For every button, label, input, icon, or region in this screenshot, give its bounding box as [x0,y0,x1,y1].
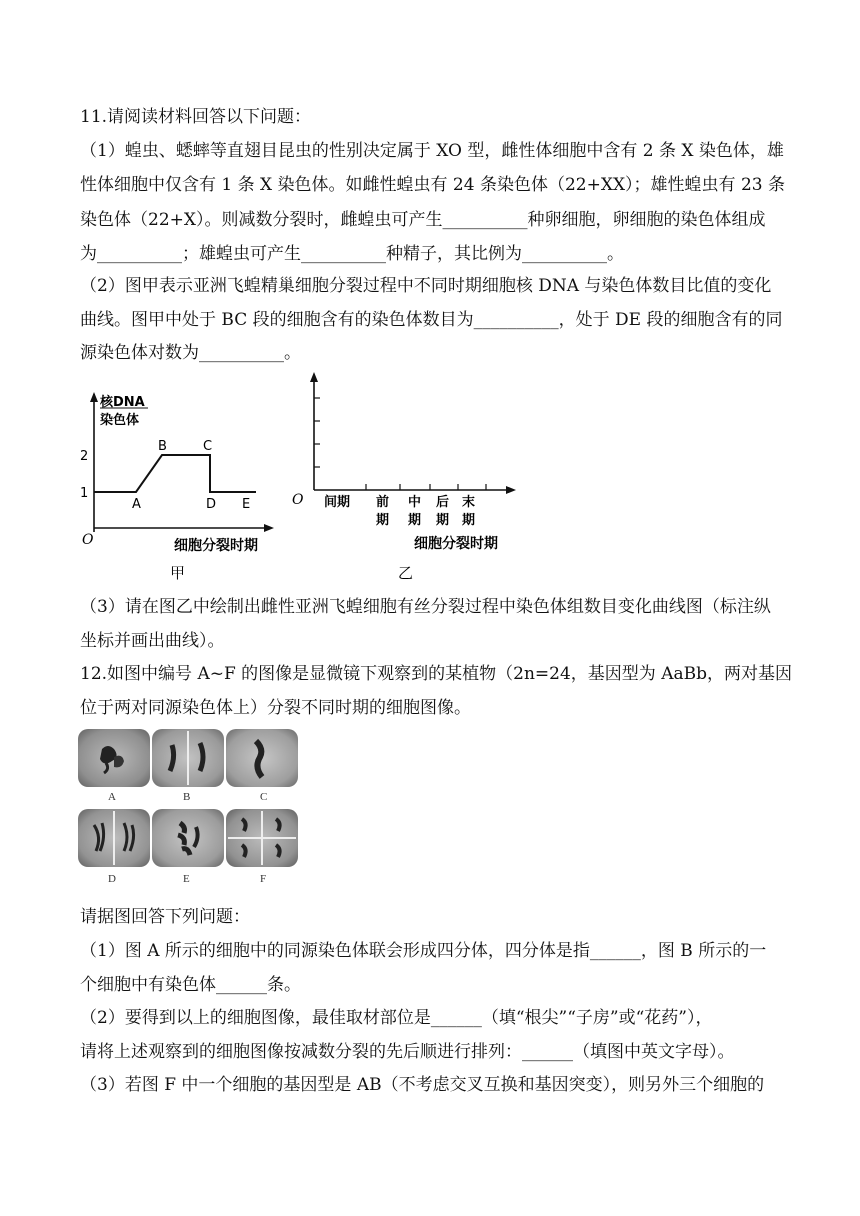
q12-prompt: 请据图回答下列问题： [80,907,250,927]
jia-tick-1: 1 [80,486,89,501]
q12-part2-line2: 请将上述观察到的细胞图像按减数分裂的先后顺进行排列：______（填图中英文字母）。 [80,1042,735,1062]
micrograph-label-b: B [183,791,191,803]
q11-part2-line2: 曲线。图甲中处于 BC 段的细胞含有的染色体数目为__________，处于 DE 段的细胞含有的同 [80,310,783,330]
micrograph-label-a: A [108,791,116,803]
micrograph-cell-d [78,809,150,867]
q12-line1: 12.如图中编号 A~F 的图像是显微镜下观察到的某植物（2n=24，基因型为 AaBb，两对基因 [80,664,792,684]
q11-part1-line4: 为__________；雄蝗虫可产生__________种精子，其比例为__________。 [80,244,624,264]
micrograph-cell-f [226,809,298,867]
q11-part3-line2: 坐标并画出曲线）。 [80,631,225,651]
jia-point-c: C [203,439,213,454]
yi-x-prophase-1: 前 [376,495,390,510]
yi-x-prophase-2: 期 [376,513,390,528]
yi-xlabel: 细胞分裂时期 [414,536,498,552]
q11-title: 11.请阅读材料回答以下问题： [80,107,312,127]
micrograph-panel [78,727,300,890]
jia-tick-2: 2 [80,449,89,464]
yi-x-metaphase-2: 期 [408,513,422,528]
micrograph-label-f: F [260,873,267,885]
yi-caption: 乙 [398,564,414,582]
micrograph-cell-a [78,729,150,787]
yi-x-anaphase-2: 期 [436,513,450,528]
micrograph-cell-e [152,809,224,867]
yi-x-telophase-1: 末 [462,495,476,510]
q12-line2: 位于两对同源染色体上）分裂不同时期的细胞图像。 [80,698,471,718]
yi-x-telophase-2: 期 [462,513,476,528]
jia-xlabel: 细胞分裂时期 [174,538,258,554]
jia-caption: 甲 [170,564,186,582]
jia-point-e: E [242,497,251,512]
figure-jia [78,392,288,592]
q11-part2-line3: 源染色体对数为__________。 [80,343,301,363]
micrograph-label-e: E [183,873,190,885]
yi-origin: O [292,492,304,508]
q11-part2-line1: （2）图甲表示亚洲飞蝗精巢细胞分裂过程中不同时期细胞核 DNA 与染色体数目比值的变化 [80,276,772,296]
jia-point-a: A [132,497,141,512]
jia-curve [94,455,256,492]
q11-part1-line3: 染色体（22+X）。则减数分裂时，雌蝗虫可产生__________种卵细胞，卵细胞的染色体组成 [80,210,766,230]
jia-point-d: D [206,497,217,512]
jia-origin: O [82,532,94,548]
jia-ylabel-bottom: 染色体 [100,413,140,428]
figure-yi [290,372,525,584]
micrograph-label-c: C [260,791,268,803]
q12-part1-line2: 个细胞中有染色体______条。 [80,975,301,995]
q12-part3-line1: （3）若图 F 中一个细胞的基因型是 AB（不考虑交叉互换和基因突变），则另外三个细胞的 [80,1075,765,1095]
q11-part1-line2: 性体细胞中仅含有 1 条 X 染色体。如雌性蝗虫有 24 条染色体（22+XX）；雄性蝗虫有 23 条 [80,175,785,195]
jia-point-b: B [158,439,167,454]
q12-part2-line1: （2）要得到以上的细胞图像，最佳取材部位是______（填“根尖”“子房”或“花药”）， [80,1008,713,1028]
yi-x-interphase: 间期 [324,495,351,510]
jia-ylabel-top: 核DNA [100,395,145,410]
q11-part3-line1: （3）请在图乙中绘制出雌性亚洲飞蝗细胞有丝分裂过程中染色体组数目变化曲线图（标注纵 [80,597,771,617]
micrograph-cell-b [152,729,224,787]
micrograph-label-d: D [108,873,116,885]
yi-x-anaphase-1: 后 [436,495,450,510]
micrograph-cell-c [226,729,298,787]
q11-part1-line1: （1）蝗虫、蟋蟀等直翅目昆虫的性别决定属于 XO 型，雌性体细胞中含有 2 条 X 染色体，雄 [80,141,784,161]
q12-part1-line1: （1）图 A 所示的细胞中的同源染色体联会形成四分体，四分体是指______，图 B 所示的一 [80,941,767,961]
yi-x-metaphase-1: 中 [408,495,422,510]
